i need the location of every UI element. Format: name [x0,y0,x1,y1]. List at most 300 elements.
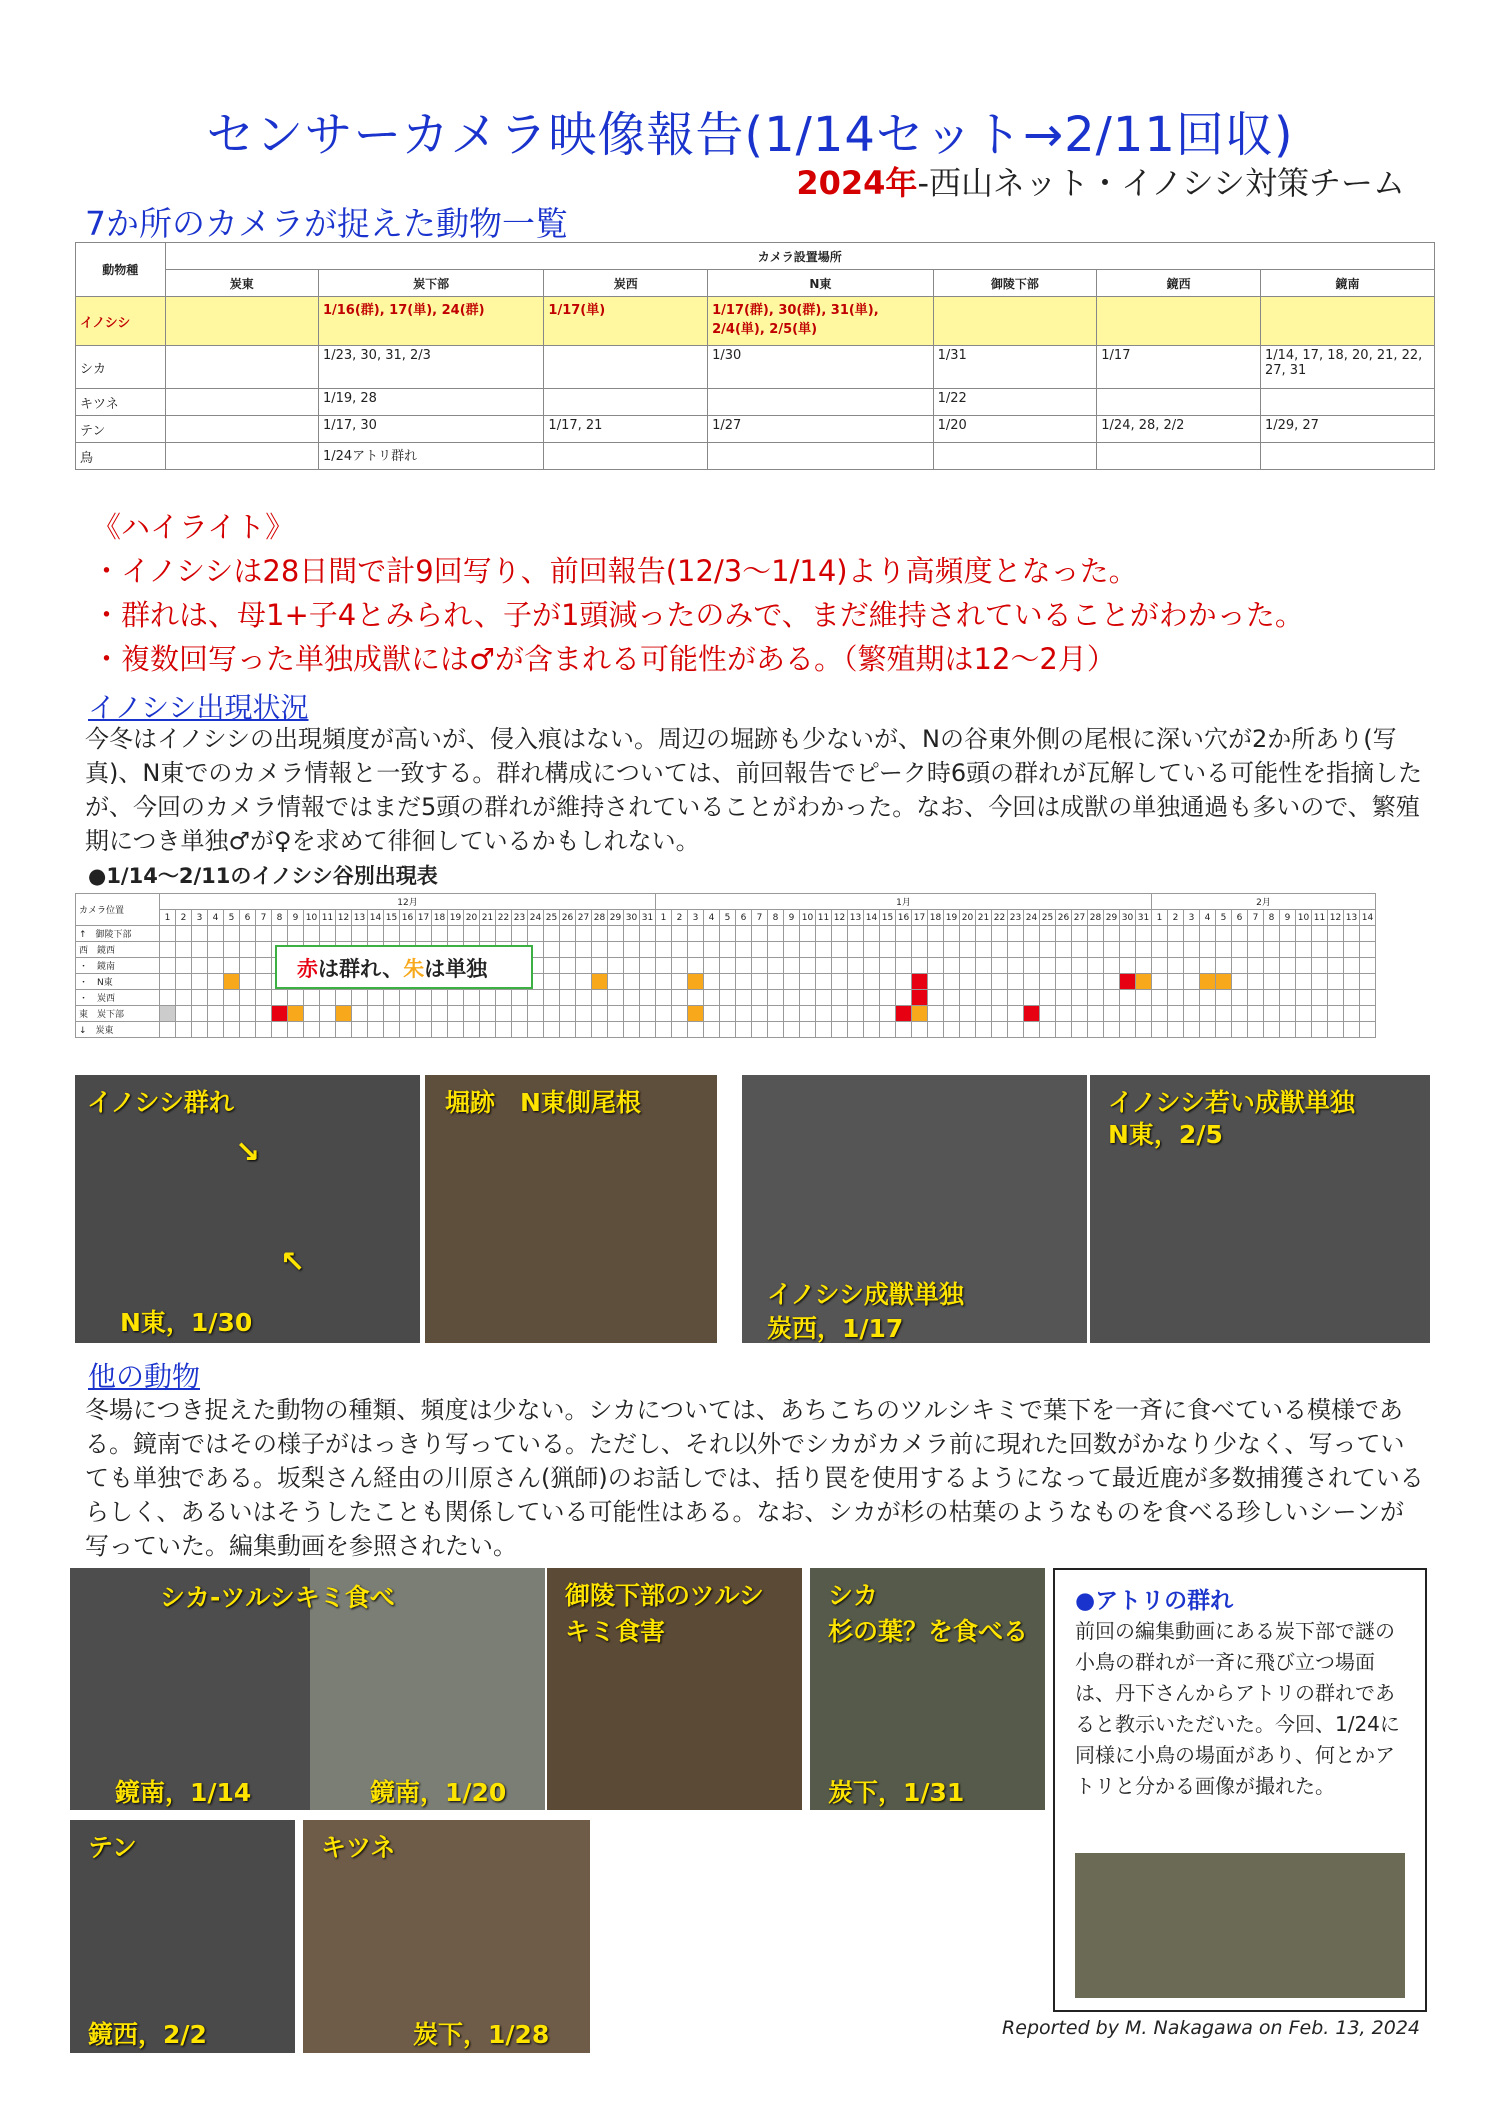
grid-cell [816,990,832,1006]
day-header: 12 [336,910,352,926]
photo-marten [70,1820,295,2053]
grid-cell [512,1022,528,1038]
grid-cell [992,926,1008,942]
grid-cell [1312,1006,1328,1022]
grid-cell [960,974,976,990]
highlight-item: ・イノシシは28日間で計9回写り、前回報告(12/3〜1/14)より高頻度となった。 [92,554,1138,588]
grid-cell [1040,942,1056,958]
day-header: 30 [624,910,640,926]
grid-cell [512,1006,528,1022]
grid-cell [1200,958,1216,974]
grid-cell [752,974,768,990]
photo-boar-group [75,1075,420,1343]
grid-cell [1152,958,1168,974]
grid-cell [320,1006,336,1022]
grid-cell [816,1022,832,1038]
grid-cell [512,926,528,942]
table-cell: 1/20 [933,416,1097,443]
grid-cell [1328,1006,1344,1022]
species-cell: イノシシ [76,297,166,346]
grid-cell [224,1006,240,1022]
grid-cell [1216,942,1232,958]
grid-cell [1040,1006,1056,1022]
grid-cell [304,1022,320,1038]
grid-cell [1312,990,1328,1006]
grid-cell [944,1006,960,1022]
grid-cell [528,1006,544,1022]
location-header: カメラ設置場所 [165,243,1434,270]
grid-cell [1312,942,1328,958]
grid-cell [1200,1006,1216,1022]
grid-cell [592,942,608,958]
grid-cell [1040,926,1056,942]
grid-cell [928,942,944,958]
grid-cell [560,926,576,942]
grid-cell [928,1006,944,1022]
grid-cell [848,990,864,1006]
day-header: 4 [1200,910,1216,926]
grid-cell [688,942,704,958]
grid-cell [656,974,672,990]
grid-cell [576,1006,592,1022]
grid-cell [1344,942,1360,958]
day-header: 5 [1216,910,1232,926]
grid-cell [1280,990,1296,1006]
grid-cell [224,926,240,942]
grid-cell [1040,958,1056,974]
grid-cell [624,1006,640,1022]
day-header: 17 [416,910,432,926]
grid-cell [1344,1006,1360,1022]
grid-cell [1120,958,1136,974]
grid-cell [192,942,208,958]
grid-cell [864,990,880,1006]
day-header: 20 [960,910,976,926]
table-cell: 1/29, 27 [1260,416,1434,443]
footer-credit: Reported by M. Nakagawa on Feb. 13, 2024 [1002,2017,1420,2039]
photo-caption: 炭下，1/28 [413,2020,550,2049]
grid-cell [912,942,928,958]
grid-cell [896,958,912,974]
table-cell [165,297,318,346]
grid-cell [736,942,752,958]
grid-cell [1152,942,1168,958]
photo-label: テン [88,1833,137,1862]
grid-cell [704,942,720,958]
grid-cell [768,974,784,990]
grid-cell [1184,1022,1200,1038]
grid-cell [880,958,896,974]
day-header: 19 [944,910,960,926]
grid-cell [1168,990,1184,1006]
grid-cell [336,926,352,942]
day-header: 19 [448,910,464,926]
day-header: 13 [1344,910,1360,926]
grid-cell [1200,942,1216,958]
grid-cell [336,1022,352,1038]
grid-cell [992,1006,1008,1022]
grid-cell [1072,1022,1088,1038]
table-cell: 1/24, 28, 2/2 [1097,416,1261,443]
grid-cell [608,942,624,958]
grid-cell [800,942,816,958]
day-header: 24 [528,910,544,926]
grid-cell [224,942,240,958]
grid-cell [704,974,720,990]
grid-cell [576,1022,592,1038]
grid-cell [1232,990,1248,1006]
grid-cell [608,990,624,1006]
boar-section-text: 今冬はイノシシの出現頻度が高いが、侵入痕はない。周辺の堀跡も少ないが、Nの谷東外側の尾根に深い穴が2か所あり(写真)、N東でのカメラ情報と一致する。群れ構成については、前回報告でピーク時6頭の群れが瓦解している可能性を指摘したが、今回のカメラ情報ではまだ5頭の群れが維持されていることがわかった。なお、今回は成獣の単独通過も多いので、繁殖期につき単独♂が♀を求めて徘徊しているかもしれない。 [85,725,1423,855]
grid-cell [544,942,560,958]
grid-cell [1264,1022,1280,1038]
grid-cell [560,942,576,958]
day-header: 21 [480,910,496,926]
species-cell: シカ [76,346,166,389]
grid-cell [608,1022,624,1038]
day-header: 24 [1024,910,1040,926]
grid-cell [1024,1022,1040,1038]
day-header: 14 [864,910,880,926]
grid-cell [1136,1022,1152,1038]
grid-cell [1008,990,1024,1006]
grid-cell [624,1022,640,1038]
grid-cell [624,958,640,974]
grid-cell [944,958,960,974]
photo-damage [547,1568,802,1810]
grid-cell [1104,926,1120,942]
grid-cell [752,958,768,974]
grid-cell [1056,926,1072,942]
grid-cell [960,990,976,1006]
day-header: 13 [848,910,864,926]
day-header: 8 [768,910,784,926]
grid-cell [768,1022,784,1038]
table-cell [1097,443,1261,470]
arrow-icon: ↖ [280,1245,306,1280]
grid-cell [960,926,976,942]
grid-cell [176,926,192,942]
grid-cell [368,926,384,942]
grid-cell [1136,958,1152,974]
grid-cell [608,974,624,990]
grid-cell [656,958,672,974]
grid-cell [960,958,976,974]
grid-cell [1184,926,1200,942]
grid-cell [976,1022,992,1038]
day-header: 25 [1040,910,1056,926]
table-cell: 1/31 [933,346,1097,389]
grid-cell [768,1006,784,1022]
grid-cell [592,1022,608,1038]
grid-cell [1248,990,1264,1006]
grid-cell [976,974,992,990]
camera-position-label: カメラ位置 [76,894,160,926]
grid-cell [1120,974,1136,990]
table-cell [708,389,933,416]
grid-cell [752,1022,768,1038]
grid-cell [688,1006,704,1022]
grid-cell [784,926,800,942]
table-cell [708,443,933,470]
table-cell [933,443,1097,470]
grid-cell [1184,974,1200,990]
grid-cell [1008,958,1024,974]
grid-cell [1360,942,1376,958]
grid-cell [608,1006,624,1022]
grid-cell [704,958,720,974]
grid-cell [304,926,320,942]
day-header: 17 [912,910,928,926]
grid-cell [800,990,816,1006]
highlight-item: ・複数回写った単独成獣には♂が含まれる可能性がある。（繁殖期は12〜2月） [92,642,1116,676]
grid-cell [944,942,960,958]
day-header: 18 [928,910,944,926]
grid-cell [960,942,976,958]
grid-cell [784,958,800,974]
grid-cell [496,990,512,1006]
grid-cell [624,926,640,942]
grid-cell [1152,1022,1168,1038]
grid-cell [336,990,352,1006]
grid-cell [1328,974,1344,990]
grid-cell [1248,1006,1264,1022]
grid-cell [992,1022,1008,1038]
table-cell: 1/23, 30, 31, 2/3 [318,346,543,389]
day-header: 23 [1008,910,1024,926]
day-header: 16 [400,910,416,926]
grid-cell [160,974,176,990]
grid-cell [1280,926,1296,942]
grid-cell [384,926,400,942]
grid-cell [1184,990,1200,1006]
day-header: 10 [1296,910,1312,926]
day-header: 8 [272,910,288,926]
grid-cell [672,990,688,1006]
grid-cell [256,1022,272,1038]
grid-cell [944,1022,960,1038]
grid-cell [800,974,816,990]
grid-cell [560,1022,576,1038]
grid-cell [560,1006,576,1022]
grid-cell [832,990,848,1006]
grid-cell [1232,942,1248,958]
month-header: 1月 [656,894,1152,910]
grid-cell [1248,926,1264,942]
grid-cell [1296,990,1312,1006]
table-cell: 1/17(群), 30(群), 31(単), 2/4(単), 2/5(単) [708,297,933,346]
grid-cell [688,974,704,990]
grid-cell [1152,974,1168,990]
grid-cell [432,1006,448,1022]
grid-cell [1088,974,1104,990]
grid-cell [976,990,992,1006]
grid-cell [560,990,576,1006]
grid-cell [848,958,864,974]
table-cell [544,443,708,470]
loc-header: 炭下部 [318,270,543,297]
grid-cell [1088,926,1104,942]
month-header: 2月 [1152,894,1376,910]
grid-cell [736,974,752,990]
grid-cell [1360,926,1376,942]
grid-cell [896,974,912,990]
grid-cell [192,1006,208,1022]
grid-cell [576,926,592,942]
grid-cell [720,926,736,942]
grid-cell [448,990,464,1006]
grid-cell [576,942,592,958]
subtitle-year: 2024年 [796,164,918,202]
grid-cell [640,990,656,1006]
grid-cell [192,958,208,974]
grid-cell [1232,1022,1248,1038]
grid-cell [880,942,896,958]
grid-cell [1344,926,1360,942]
grid-cell [816,958,832,974]
grid-cell [720,958,736,974]
grid-cell [1280,942,1296,958]
grid-cell [976,942,992,958]
grid-cell [368,1022,384,1038]
arrow-icon: ↘ [235,1135,261,1170]
day-header: 3 [192,910,208,926]
grid-cell [672,926,688,942]
grid-cell [1264,974,1280,990]
grid-cell [1184,958,1200,974]
loc-header: 御陵下部 [933,270,1097,297]
grid-cell [272,1022,288,1038]
grid-cell [240,942,256,958]
grid-cell [832,926,848,942]
photo-fox [303,1820,590,2053]
grid-cell [816,1006,832,1022]
grid-cell [336,1006,352,1022]
loc-header: N東 [708,270,933,297]
day-header: 7 [1248,910,1264,926]
grid-cell [752,1006,768,1022]
grid-cell [224,958,240,974]
grid-cell [1056,958,1072,974]
day-header: 2 [1168,910,1184,926]
camera-row-label: ・ 炭西 [76,990,160,1006]
photo-label: シカ 杉の葉？を食べる [828,1581,1029,1646]
day-header: 8 [1264,910,1280,926]
day-header: 5 [224,910,240,926]
day-header: 18 [432,910,448,926]
grid-cell [880,1022,896,1038]
table-cell [1260,443,1434,470]
day-header: 25 [544,910,560,926]
grid-cell [736,1022,752,1038]
grid-cell [1280,958,1296,974]
grid-cell [1120,942,1136,958]
table-cell [165,389,318,416]
grid-cell [1360,1006,1376,1022]
bird-box [1053,1568,1427,2012]
grid-cell [1328,990,1344,1006]
grid-cell [560,974,576,990]
grid-cell [192,990,208,1006]
grid-cell [1104,1006,1120,1022]
grid-cell [688,990,704,1006]
grid-cell [1312,958,1328,974]
grid-cell [1024,974,1040,990]
grid-cell [192,1022,208,1038]
table-cell [1097,297,1261,346]
grid-cell [912,958,928,974]
grid-cell [1056,1006,1072,1022]
grid-cell [480,1006,496,1022]
grid-cell [960,1022,976,1038]
grid-cell [496,926,512,942]
day-header: 4 [704,910,720,926]
grid-cell [1296,942,1312,958]
grid-cell [992,958,1008,974]
grid-cell [720,990,736,1006]
grid-cell [896,990,912,1006]
grid-cell [352,1006,368,1022]
grid-cell [528,1022,544,1038]
table-row [76,416,1435,443]
grid-cell [1296,926,1312,942]
grid-cell [480,990,496,1006]
day-header: 11 [1312,910,1328,926]
legend-orange: 朱 [403,957,425,981]
grid-cell [656,990,672,1006]
photo-deer-cedar [810,1568,1045,1810]
grid-cell [832,974,848,990]
grid-cell [816,926,832,942]
grid-cell [880,1006,896,1022]
grid-cell [1120,990,1136,1006]
legend-red-text: は群れ、 [318,957,404,981]
grid-cell [208,1006,224,1022]
grid-cell [384,1022,400,1038]
grid-cell [1088,942,1104,958]
grid-cell [208,926,224,942]
grid-cell [848,1022,864,1038]
grid-cell [1136,942,1152,958]
grid-cell [1040,1022,1056,1038]
highlight-item: ・群れは、母1+子4とみられ、子が1頭減ったのみで、まだ維持されていることがわかった。 [92,598,1304,632]
grid-cell [1152,1006,1168,1022]
grid-cell [240,1006,256,1022]
grid-cell [1360,990,1376,1006]
grid-cell [1248,1022,1264,1038]
table-cell [1260,297,1434,346]
grid-cell [992,974,1008,990]
grid-cell [832,1022,848,1038]
grid-cell [736,1006,752,1022]
grid-cell [1104,990,1120,1006]
highlight-heading: 《ハイライト》 [92,510,295,544]
day-header: 3 [1184,910,1200,926]
grid-cell [1168,942,1184,958]
grid-cell [672,1022,688,1038]
grid-cell [1296,1022,1312,1038]
grid-cell [864,974,880,990]
camera-row-label: 西 鏡西 [76,942,160,958]
grid-cell [624,942,640,958]
grid-cell [1136,926,1152,942]
loc-header: 炭西 [544,270,708,297]
grid-cell [400,1022,416,1038]
grid-cell [784,990,800,1006]
day-header: 9 [288,910,304,926]
day-header: 7 [752,910,768,926]
grid-cell [672,1006,688,1022]
